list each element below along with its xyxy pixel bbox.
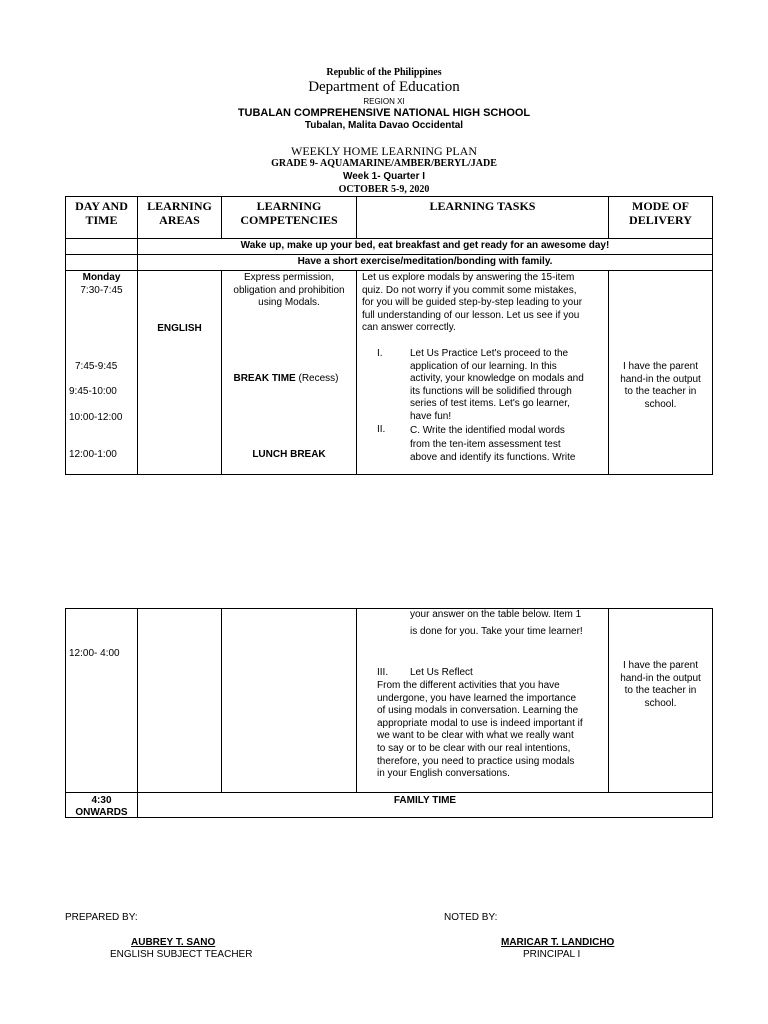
lunch-break-label: LUNCH BREAK: [252, 449, 326, 460]
task-iii-line: to say or to be clear with our real intentions,: [377, 742, 571, 754]
mode-line: school.: [644, 398, 677, 410]
task-iii-line: in your English conversations.: [377, 768, 510, 780]
header-day-time-line2: TIME: [85, 213, 118, 227]
noted-by-title: PRINCIPAL I: [523, 949, 581, 960]
tasks-intro-line: full understanding of our lesson. Let us see if you: [362, 309, 580, 321]
header-mode-of-delivery: [609, 199, 712, 227]
tasks-intro-line: for you will be guided step-by-step leading to your: [362, 297, 583, 309]
tasks-intro-line: can answer correctly.: [362, 322, 456, 334]
task-ii-continued: [410, 608, 608, 638]
republic-line: Republic of the Philippines: [326, 67, 442, 78]
task-number: II.: [377, 424, 386, 435]
mode-of-delivery-text: [609, 660, 712, 710]
time-slot: 12:00-1:00: [69, 449, 117, 460]
task-iii-line: appropriate modal to use is indeed important if: [377, 717, 583, 729]
table-border: [356, 608, 357, 793]
mode-line: school.: [644, 697, 677, 709]
header-competencies-line1: LEARNING: [256, 199, 322, 213]
table-border: [65, 792, 713, 793]
header-competencies-line2: COMPETENCIES: [240, 213, 338, 227]
time-slot: ONWARDS: [75, 806, 128, 818]
learning-area-english: ENGLISH: [157, 323, 202, 334]
mode-line: to the teacher in: [624, 386, 697, 398]
tasks-intro: [362, 272, 608, 335]
task-i-line: series of test items. Let's go learner,: [410, 398, 570, 410]
task-i-text: [410, 348, 608, 424]
table-border: [65, 270, 713, 271]
task-ii-line: C. Write the identified modal words: [410, 425, 565, 436]
banner-exercise: Have a short exercise/meditation/bonding with family.: [297, 256, 553, 267]
banner-wake-up: Wake up, make up your bed, eat breakfast and get ready for an awesome day!: [240, 240, 610, 251]
region-line: REGION XI: [363, 97, 405, 106]
task-i-line: have fun!: [410, 410, 452, 422]
task-iii-text: [377, 680, 608, 781]
time-slot: 4:30: [91, 795, 112, 806]
time-slot: 12:00- 4:00: [69, 648, 120, 659]
table-border: [65, 817, 713, 818]
header-learning-areas: [138, 199, 221, 227]
prepared-by-label: PREPARED BY:: [65, 912, 138, 923]
mode-line: I have the parent: [622, 361, 699, 372]
time-slot: 10:00-12:00: [69, 412, 123, 423]
noted-by-label: NOTED BY:: [444, 912, 498, 923]
task-iii-line: From the different activities that you have: [377, 680, 560, 691]
department-title: Department of Education: [308, 79, 460, 95]
task-i-line: its functions will be solidified through: [410, 385, 572, 397]
prepared-by-name: AUBREY T. SANO: [131, 937, 216, 948]
mode-line: hand-in the output: [620, 672, 701, 684]
table-border: [137, 608, 138, 818]
task-iii-line: we want to be clear with what we really want: [377, 730, 574, 742]
header-day-time-line1: DAY AND: [75, 199, 128, 213]
task-iii-line: undergone, you have learned the importance: [377, 692, 577, 704]
table-border: [65, 254, 713, 255]
grade-line: GRADE 9- AQUAMARINE/AMBER/BERYL/JADE: [271, 158, 497, 169]
task-ii-line: from the ten-item assessment test: [410, 438, 561, 450]
break-time-label: [219, 373, 353, 384]
competency-line: Express permission,: [243, 272, 335, 283]
family-time-slot: [66, 795, 137, 818]
break-time-bold: BREAK TIME: [233, 373, 296, 384]
competency-line: obligation and prohibition: [233, 284, 345, 296]
mode-line: I have the parent: [622, 660, 699, 671]
table-border: [65, 608, 713, 609]
task-ii-line: is done for you. Take your time learner!: [410, 625, 583, 637]
header-areas-line2: AREAS: [159, 213, 200, 227]
time-slot: 7:45-9:45: [75, 361, 118, 372]
mode-line: to the teacher in: [624, 685, 697, 697]
time-slot: 7:30-7:45: [80, 285, 123, 296]
task-iii-line: therefore, you need to practice using modals: [377, 755, 575, 767]
table-border: [65, 196, 713, 197]
tasks-intro-line: quiz. Do not worry if you commit some mistakes,: [362, 284, 577, 296]
table-border: [65, 474, 713, 475]
table-border: [712, 196, 713, 475]
task-number: I.: [377, 348, 383, 359]
header-mode-line2: DELIVERY: [629, 213, 692, 227]
table-border: [137, 196, 138, 475]
table-border: [65, 196, 66, 475]
competency-line: using Modals.: [258, 297, 320, 309]
tasks-intro-line: Let us explore modals by answering the 15-item: [362, 272, 575, 283]
competency-text: [222, 272, 356, 310]
date-line: OCTOBER 5-9, 2020: [338, 184, 430, 195]
break-time-paren: (Recess): [295, 373, 339, 384]
task-ii-text: [410, 424, 608, 465]
task-i-line: application of our learning. In this: [410, 360, 557, 372]
header-areas-line1: LEARNING: [147, 199, 212, 213]
task-i-line: Let Us Practice Let's proceed to the: [410, 348, 569, 359]
task-ii-line: your answer on the table below. Item 1: [410, 609, 582, 620]
header-mode-line1: MODE OF: [632, 199, 689, 213]
week-line: Week 1- Quarter I: [342, 171, 426, 182]
school-name: TUBALAN COMPREHENSIVE NATIONAL HIGH SCHOOL: [237, 107, 531, 119]
noted-by-name: MARICAR T. LANDICHO: [501, 937, 615, 948]
table-border: [712, 608, 713, 818]
header-learning-tasks: LEARNING TASKS: [429, 199, 536, 213]
school-address: Tubalan, Malita Davao Occidental: [304, 120, 464, 131]
plan-title: WEEKLY HOME LEARNING PLAN: [291, 144, 477, 158]
table-border: [221, 608, 222, 793]
prepared-by-title: ENGLISH SUBJECT TEACHER: [110, 949, 253, 960]
task-number: III.: [377, 667, 389, 678]
task-iii-title: Let Us Reflect: [410, 667, 473, 678]
mode-line: hand-in the output: [620, 373, 701, 385]
family-time-label: FAMILY TIME: [393, 795, 457, 806]
mode-of-delivery-text: [609, 361, 712, 411]
day-label: Monday: [82, 272, 121, 283]
table-border: [356, 270, 357, 475]
header-day-time: [66, 199, 137, 227]
table-border: [65, 608, 66, 818]
header-learning-competencies: [222, 199, 356, 227]
table-border: [65, 238, 713, 239]
task-ii-line: above and identify its functions. Write: [410, 452, 576, 463]
task-iii-line: of using modals in conversation. Learning the: [377, 705, 579, 717]
task-i-line: activity, your knowledge on modals and: [410, 373, 584, 385]
time-slot: 9:45-10:00: [69, 386, 117, 397]
